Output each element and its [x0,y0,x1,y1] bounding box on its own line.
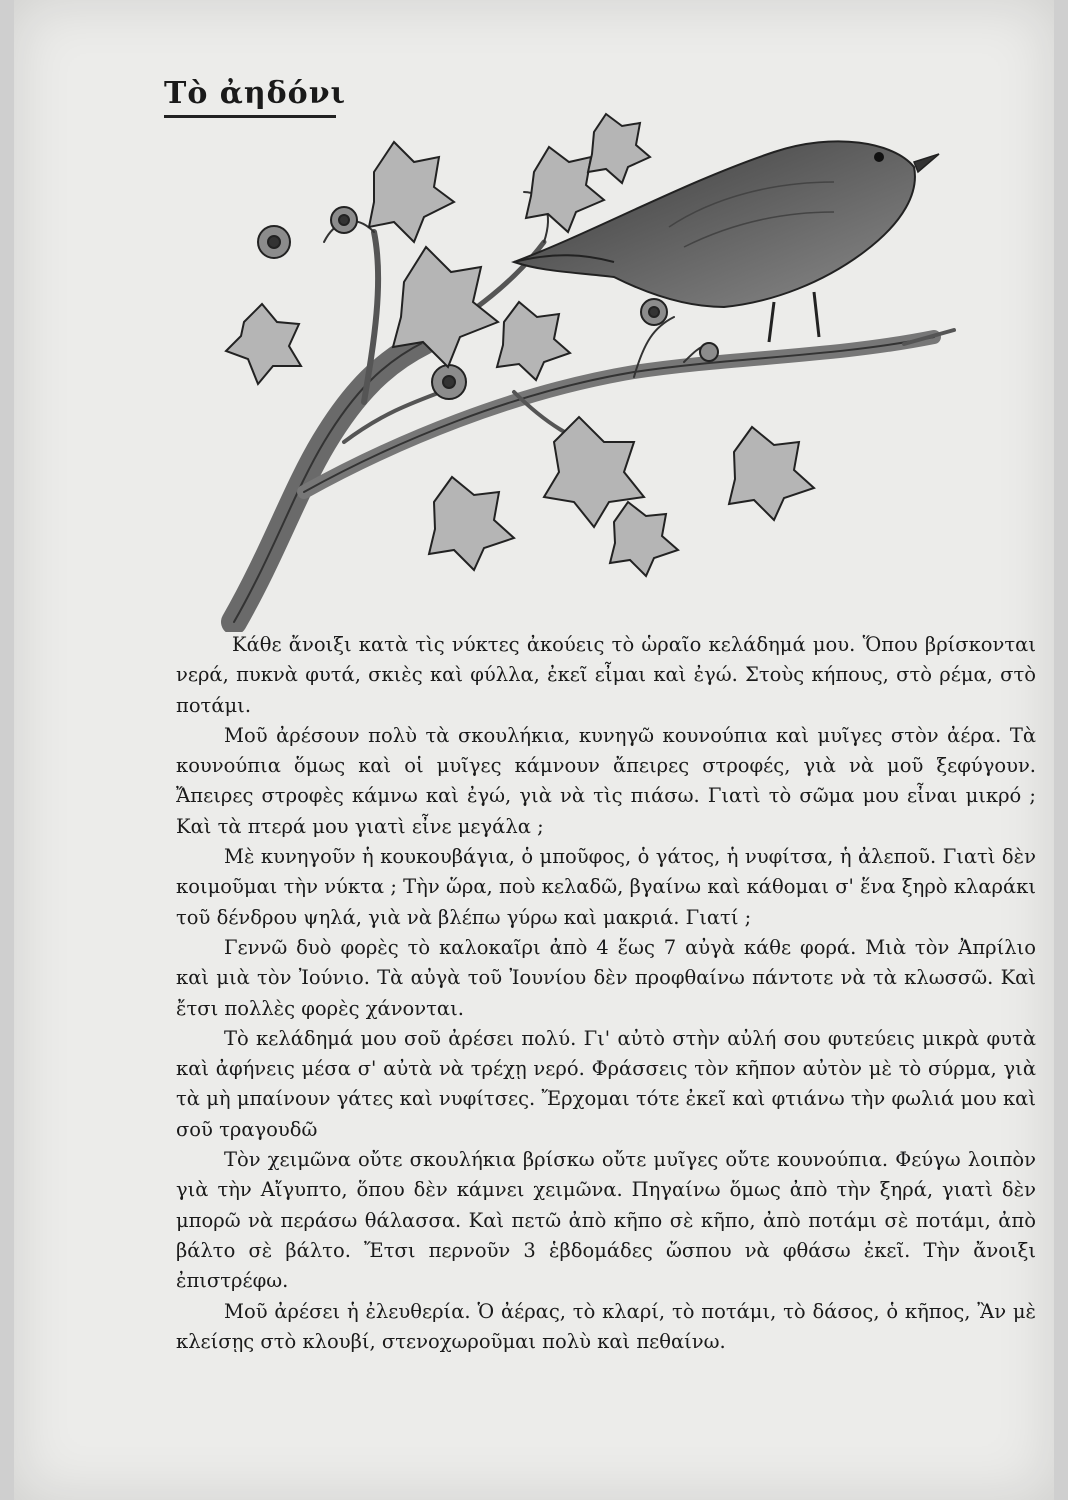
book-page [14,0,1054,1500]
paragraph-1: Κάθε ἄνοιξι κατὰ τὶς νύκτες ἀκούεις τὸ ὡραῖο κελάδημά μου. Ὅπου βρίσκονται νερά, πυκνὰ φυτά, σκιὲς καὶ φύλλα, ἐκεῖ εἶμαι καὶ ἐγώ. Στοὺς κήπους, στὸ ρέμα, στὸ ποτάμι. [176,633,1036,717]
paragraph-7: Μοῦ ἀρέσει ἡ ἐλευθερία. Ὁ ἀέρας, τὸ κλαρί, τὸ ποτάμι, τὸ δάσος, ὁ κῆπος, Ἂν μὲ κλείσῃς στὸ κλουβί, στενοχωροῦμαι πολὺ καὶ πεθαίνω. [176,1299,1036,1353]
paragraph-5: Τὸ κελάδημά μου σοῦ ἀρέσει πολύ. Γι' αὐτὸ στὴν αὐλή σου φυτεύεις μικρὰ φυτὰ καὶ ἀφήνεις μέσα σ' αὐτὰ νὰ τρέχῃ νερό. Φράσσεις τὸν κῆπον αὐτὸν μὲ τὸ σύρμα, γιὰ τὰ μὴ μπαίνουν γάτες καὶ νυφίτσες. Ἔρχομαι τότε ἐκεῖ καὶ φτιάνω τὴν φωλιά μου καὶ σοῦ τραγουδῶ [176,1026,1036,1141]
paragraph-2: Μοῦ ἀρέσουν πολὺ τὰ σκουλήκια, κυνηγῶ κουνούπια καὶ μυῖγες στὸν ἀέρα. Τὰ κουνούπια ὅμως καὶ οἱ μυῖγες κάμνουν ἄπειρες στροφές, γιὰ νὰ μοῦ ξεφύγουν. Ἄπειρες στροφὲς κάμνω καὶ ἐγώ, γιὰ νὰ τὶς πιάσω. Γιατὶ τὸ σῶμα μου εἶναι μικρό ; Καὶ τὰ πτερά μου γιατὶ εἶνε μεγάλα ; [176,723,1036,838]
nightingale-illustration [214,112,974,632]
page-title: Τὸ ἀηδόνι [164,76,347,111]
body-text [176,630,1036,1357]
paragraph-4: Γεννῶ δυὸ φορὲς τὸ καλοκαῖρι ἀπὸ 4 ἕως 7 αὐγὰ κάθε φορά. Μιὰ τὸν Ἀπρίλιο καὶ μιὰ τὸν Ἰούνιο. Τὰ αὐγὰ τοῦ Ἰουνίου δὲν προφθαίνω πάντοτε νὰ τὰ κλωσσῶ. Καὶ ἔτσι πολλὲς φορὲς χάνονται. [176,935,1036,1020]
paragraph-3: Μὲ κυνηγοῦν ἡ κουκουβάγια, ὁ μποῦφος, ὁ γάτος, ἡ νυφίτσα, ἡ ἀλεποῦ. Γιατὶ δὲν κοιμοῦμαι τὴν νύκτα ; Τὴν ὥρα, ποὺ κελαδῶ, βγαίνω καὶ κάθομαι σ' ἕνα ξηρὸ κλαράκι τοῦ δένδρου ψηλά, γιὰ νὰ βλέπω γύρω καὶ μακριά. Γιατί ; [176,845,1036,929]
paragraph-6: Τὸν χειμῶνα οὔτε σκουλήκια βρίσκω οὔτε μυῖγες οὔτε κουνούπια. Φεύγω λοιπὸν γιὰ τὴν Αἴγυπτο, ὅπου δὲν κάμνει χειμῶνα. Πηγαίνω ὅμως ἀπὸ τὴν ξηρά, γιατὶ δὲν μπορῶ νὰ περάσω θάλασσα. Καὶ πετῶ ἀπὸ κῆπο σὲ κῆπο, ἀπὸ ποτάμι σὲ ποτάμι, ἀπὸ βάλτο σὲ βάλτο. Ἔτσι περνοῦν 3 ἑβδομάδες ὥσπου νὰ φθάσω ἐκεῖ. Τὴν ἄνοιξι ἐπιστρέφω. [176,1148,1036,1293]
